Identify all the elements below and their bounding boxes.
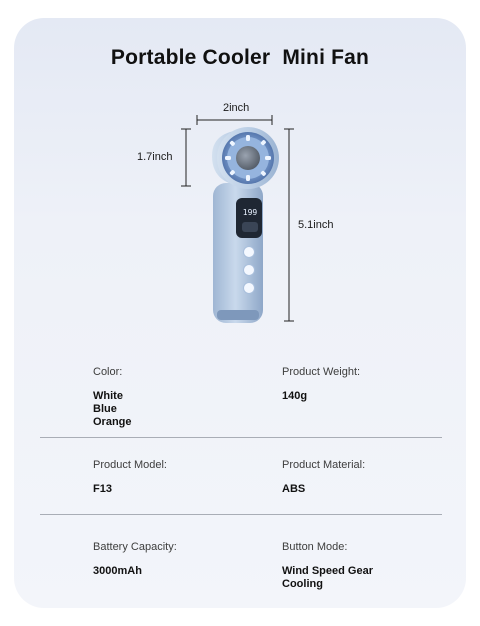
spec-weight-value: 140g [282,390,308,402]
width-dimension-label: 2inch [223,102,250,114]
spec-weight-label: Product Weight: [282,366,361,378]
spec-battery-label: Battery Capacity: [93,541,177,553]
color-option-blue: Blue [93,403,117,415]
head-height-dimension-label: 1.7inch [137,151,173,163]
product-info-card [14,18,466,608]
color-option-orange: Orange [93,416,132,428]
divider-1 [40,437,442,438]
spec-button-mode-label: Button Mode: [282,541,348,553]
spec-weight [282,366,360,403]
spec-color-values [93,390,132,429]
spec-battery [93,541,177,578]
spec-color [93,366,132,429]
product-illustration [14,18,466,348]
fan-button-2 [244,265,255,276]
button-mode-wind-speed: Wind Speed Gear [282,565,373,577]
fan-button-3 [244,283,255,294]
spec-button-mode-values [282,565,373,591]
fan-display-readout: 199 [242,208,258,217]
spec-material-label: Product Material: [282,459,366,471]
fan-button-1 [244,247,255,258]
fan-illustration [14,18,466,348]
button-mode-cooling: Cooling [282,578,323,590]
spec-model-label: Product Model: [93,459,167,471]
spec-model [93,459,167,496]
fan-hub [236,146,260,170]
color-option-white: White [93,390,123,402]
total-height-dimension-label: 5.1inch [298,219,334,231]
spec-battery-value: 3000mAh [93,565,142,577]
spec-color-label: Color: [93,366,123,378]
spec-material-value: ABS [282,483,306,495]
spec-model-value: F13 [93,483,112,495]
spec-material [282,459,365,496]
spec-button-mode [282,541,373,591]
divider-2 [40,514,442,515]
page-title: Portable Cooler Mini Fan [110,46,370,69]
